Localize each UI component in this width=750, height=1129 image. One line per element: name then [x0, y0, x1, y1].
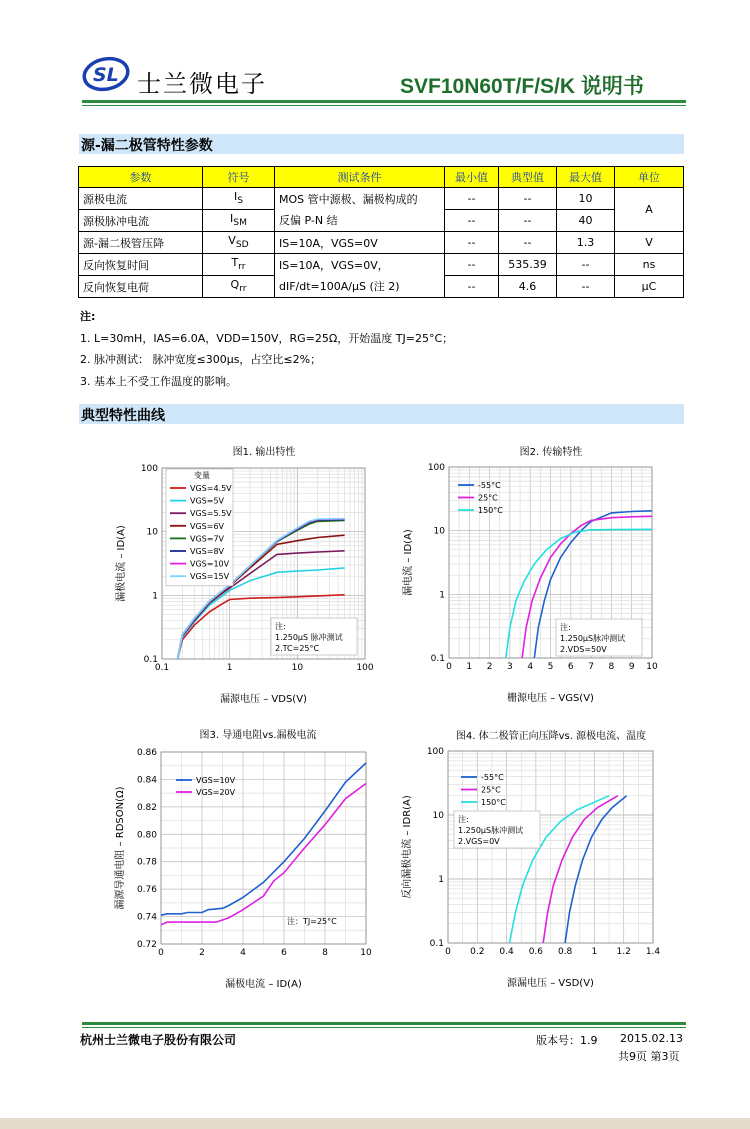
- y-tick-label: 0.76: [136, 885, 157, 896]
- legend-label: VGS=5V: [190, 496, 225, 506]
- cell-condition: MOS 管中源极、漏极构成的: [275, 188, 445, 210]
- y-tick-label: 0.74: [136, 912, 157, 923]
- cell-typ: 535.39: [499, 254, 557, 276]
- y-tick-label: 1: [152, 591, 158, 602]
- cell-typ: --: [499, 188, 557, 210]
- th-min: 最小值: [445, 167, 499, 188]
- y-tick-label: 10: [432, 811, 444, 821]
- cell-min: --: [445, 254, 499, 276]
- chart-note: 2.VDS=50V: [560, 645, 607, 654]
- chart-title: 图4. 体二极管正向压降vs. 源极电流、温度: [455, 731, 647, 742]
- cell-param: 源极脉冲电流: [79, 210, 203, 232]
- legend-label: -55°C: [481, 773, 504, 782]
- header-rule-thick: [82, 100, 686, 103]
- x-tick-label: 10: [291, 663, 304, 673]
- x-tick-label: 1: [591, 947, 598, 957]
- logo: [82, 56, 130, 92]
- cell-max: 40: [557, 210, 615, 232]
- cell-max: --: [557, 276, 615, 298]
- y-tick-label: 10: [433, 526, 445, 537]
- cell-min: --: [445, 210, 499, 232]
- cell-max: --: [557, 254, 615, 276]
- x-tick-label: 0: [445, 947, 451, 957]
- cell-min: --: [445, 276, 499, 298]
- x-axis-label: 栅源电压 – VGS(V): [507, 693, 594, 704]
- legend-label: -55°C: [478, 481, 501, 490]
- doc-title: SVF10N60T/F/S/K 说明书: [400, 75, 644, 98]
- cell-param: 源极电流: [79, 188, 203, 210]
- x-tick-label: 100: [356, 663, 374, 673]
- y-tick-label: 0.1: [429, 939, 444, 949]
- th-typ: 典型值: [499, 167, 557, 188]
- legend-label: VGS=10V: [190, 559, 230, 569]
- footer-rule-thick: [82, 1022, 686, 1025]
- y-tick-label: 1: [439, 590, 445, 601]
- section-title: 典型特性曲线: [81, 408, 165, 424]
- x-tick-label: 8: [608, 662, 615, 672]
- cell-condition: 反偏 P-N 结: [275, 210, 445, 232]
- y-tick-label: 100: [427, 463, 445, 473]
- chart-title: 图1. 输出特性: [232, 447, 296, 458]
- y-tick-label: 0.80: [136, 830, 157, 841]
- y-tick-label: 1: [438, 875, 444, 885]
- cell-param: 反向恢复时间: [79, 254, 203, 276]
- cell-symbol: $V_{SD}$: [203, 232, 275, 254]
- x-tick-label: 5: [547, 662, 554, 672]
- x-tick-label: 2: [486, 662, 493, 672]
- x-tick-label: 0.6: [528, 947, 544, 957]
- section-title: 源-漏二极管特性参数: [81, 138, 213, 154]
- chart-note: 1.250μS脉冲测试: [458, 826, 524, 835]
- x-tick-label: 3: [507, 662, 513, 672]
- x-tick-label: 1.2: [616, 947, 631, 957]
- cell-condition: IS=10A，VGS=0V: [275, 232, 445, 254]
- legend-label: 25°C: [481, 785, 501, 795]
- x-tick-label: 10: [646, 662, 658, 672]
- cell-max: 10: [557, 188, 615, 210]
- y-tick-label: 100: [426, 747, 444, 757]
- chart-note: 1.250μS 脉冲测试: [275, 633, 343, 642]
- diode-params-table: [78, 166, 684, 298]
- notes-label: 注:: [80, 310, 96, 323]
- x-tick-label: 1.4: [645, 947, 661, 957]
- th-condition: 测试条件: [275, 167, 445, 188]
- y-tick-label: 0.78: [136, 857, 157, 868]
- legend-label: 25°C: [478, 493, 498, 503]
- th-symbol: 符号: [203, 167, 275, 188]
- cell-typ: --: [499, 210, 557, 232]
- x-tick-label: 6: [281, 948, 287, 958]
- legend-label: VGS=8V: [190, 547, 225, 556]
- legend-label: VGS=4.5V: [190, 484, 232, 493]
- note-item: 3. 基本上不受工作温度的影响。: [80, 375, 237, 388]
- footer-date: 2015.02.13: [620, 1032, 683, 1045]
- chart-note: 1.250μS脉冲测试: [560, 634, 626, 643]
- chart-note: 2.TC=25°C: [275, 644, 320, 653]
- legend-label: 150°C: [478, 506, 503, 515]
- table-row: [79, 232, 684, 254]
- legend-label: VGS=5.5V: [190, 509, 232, 519]
- logo-mark: SL: [93, 64, 119, 86]
- x-tick-label: 0: [158, 948, 164, 958]
- y-axis-label: 漏电流 – ID(A): [403, 529, 414, 596]
- legend-label: VGS=15V: [190, 572, 230, 582]
- table-row: [79, 276, 684, 298]
- footer-version: 版本号：1.9: [536, 1034, 598, 1047]
- note-item: 1. L=30mH，IAS=6.0A，VDD=150V，RG=25Ω，开始温度 TJ=25°C；: [80, 332, 454, 345]
- x-axis-label: 源漏电压 – VSD(V): [507, 978, 594, 989]
- y-tick-label: 100: [140, 464, 158, 474]
- y-tick-label: 0.1: [143, 655, 158, 665]
- company-name: 士兰微电子: [137, 70, 267, 98]
- cell-max: 1.3: [557, 232, 615, 254]
- cell-typ: --: [499, 232, 557, 254]
- x-tick-label: 0.4: [499, 947, 514, 957]
- cell-symbol: $Q_{rr}$: [203, 276, 275, 298]
- cell-condition: IS=10A，VGS=0V，: [275, 254, 445, 276]
- x-tick-label: 1: [226, 663, 233, 673]
- table-row: [79, 254, 684, 276]
- table-row: [79, 188, 684, 210]
- legend-title: 变量: [194, 471, 210, 480]
- x-tick-label: 0.2: [470, 947, 485, 957]
- x-tick-label: 4: [527, 662, 534, 672]
- footer-pages: 共9页 第3页: [618, 1050, 680, 1063]
- chart-title: 图2. 传输特性: [519, 447, 583, 458]
- th-max: 最大值: [557, 167, 615, 188]
- table-header-row: [79, 167, 684, 188]
- x-tick-label: 9: [628, 662, 635, 672]
- footer-rule-thin: [82, 1027, 686, 1028]
- chart-note: 注:: [560, 623, 571, 632]
- x-tick-label: 4: [240, 948, 246, 958]
- x-tick-label: 1: [466, 662, 473, 672]
- chart-note: 2.VGS=0V: [458, 837, 500, 846]
- cell-condition: dIF/dt=100A/μS (注 2): [275, 276, 445, 298]
- legend-label: VGS=20V: [196, 788, 236, 797]
- x-tick-label: 0.8: [557, 947, 573, 957]
- y-tick-label: 0.1: [430, 654, 445, 664]
- x-axis-label: 漏源电压 – VDS(V): [220, 694, 307, 705]
- legend-label: VGS=6V: [190, 521, 225, 531]
- cell-param: 源-漏二极管压降: [79, 232, 203, 254]
- y-tick-label: 10: [146, 527, 158, 538]
- cell-symbol: $I_S$: [203, 188, 275, 210]
- table-row: [79, 210, 684, 232]
- cell-unit: A: [615, 188, 684, 232]
- cell-typ: 4.6: [499, 276, 557, 298]
- chart-note: 注:: [458, 815, 469, 824]
- y-axis-label: 漏极电流 – ID(A): [116, 525, 127, 602]
- legend-label: VGS=7V: [190, 534, 225, 544]
- x-tick-label: 8: [322, 948, 328, 958]
- x-tick-label: 7: [588, 662, 594, 672]
- x-tick-label: 2: [199, 948, 205, 958]
- x-tick-label: 10: [360, 948, 372, 958]
- th-param: 参数: [79, 167, 203, 188]
- note-item: 2. 脉冲测试： 脉冲宽度≤300μs，占空比≤2%；: [80, 353, 322, 366]
- legend-label: VGS=10V: [196, 776, 236, 785]
- cell-min: --: [445, 188, 499, 210]
- cell-param: 反向恢复电荷: [79, 276, 203, 298]
- charts-area: [0, 430, 750, 990]
- chart-note: 注：TJ=25°C: [287, 917, 337, 926]
- y-tick-label: 0.82: [136, 802, 157, 813]
- y-axis-label: 漏源导通电阻 – RDSON(Ω): [115, 786, 126, 910]
- cell-min: --: [445, 232, 499, 254]
- header-rule-thin: [82, 105, 686, 106]
- x-axis-label: 漏极电流 – ID(A): [225, 979, 302, 990]
- footer-company: 杭州士兰微电子股份有限公司: [80, 1033, 237, 1047]
- cell-symbol: $T_{rr}$: [203, 254, 275, 276]
- cell-symbol: $I_{SM}$: [203, 210, 275, 232]
- y-tick-label: 0.86: [136, 748, 157, 758]
- x-tick-label: 0: [446, 662, 452, 672]
- y-tick-label: 0.84: [136, 775, 157, 786]
- section-header-curves: [79, 404, 684, 424]
- y-tick-label: 0.72: [136, 940, 157, 950]
- chart-title: 图3. 导通电阻vs.漏极电流: [199, 730, 317, 741]
- x-tick-label: 0.1: [154, 663, 170, 673]
- y-axis-label: 反向漏极电流 – IDR(A): [402, 795, 413, 899]
- x-tick-label: 6: [567, 662, 574, 672]
- legend-label: 150°C: [481, 798, 506, 807]
- cell-unit: V: [615, 232, 684, 254]
- cell-unit: μC: [615, 276, 684, 298]
- bottom-band: [0, 1118, 750, 1129]
- section-header-diode: [79, 134, 684, 154]
- th-unit: 单位: [615, 167, 684, 188]
- chart-note: 注:: [275, 622, 286, 631]
- cell-unit: ns: [615, 254, 684, 276]
